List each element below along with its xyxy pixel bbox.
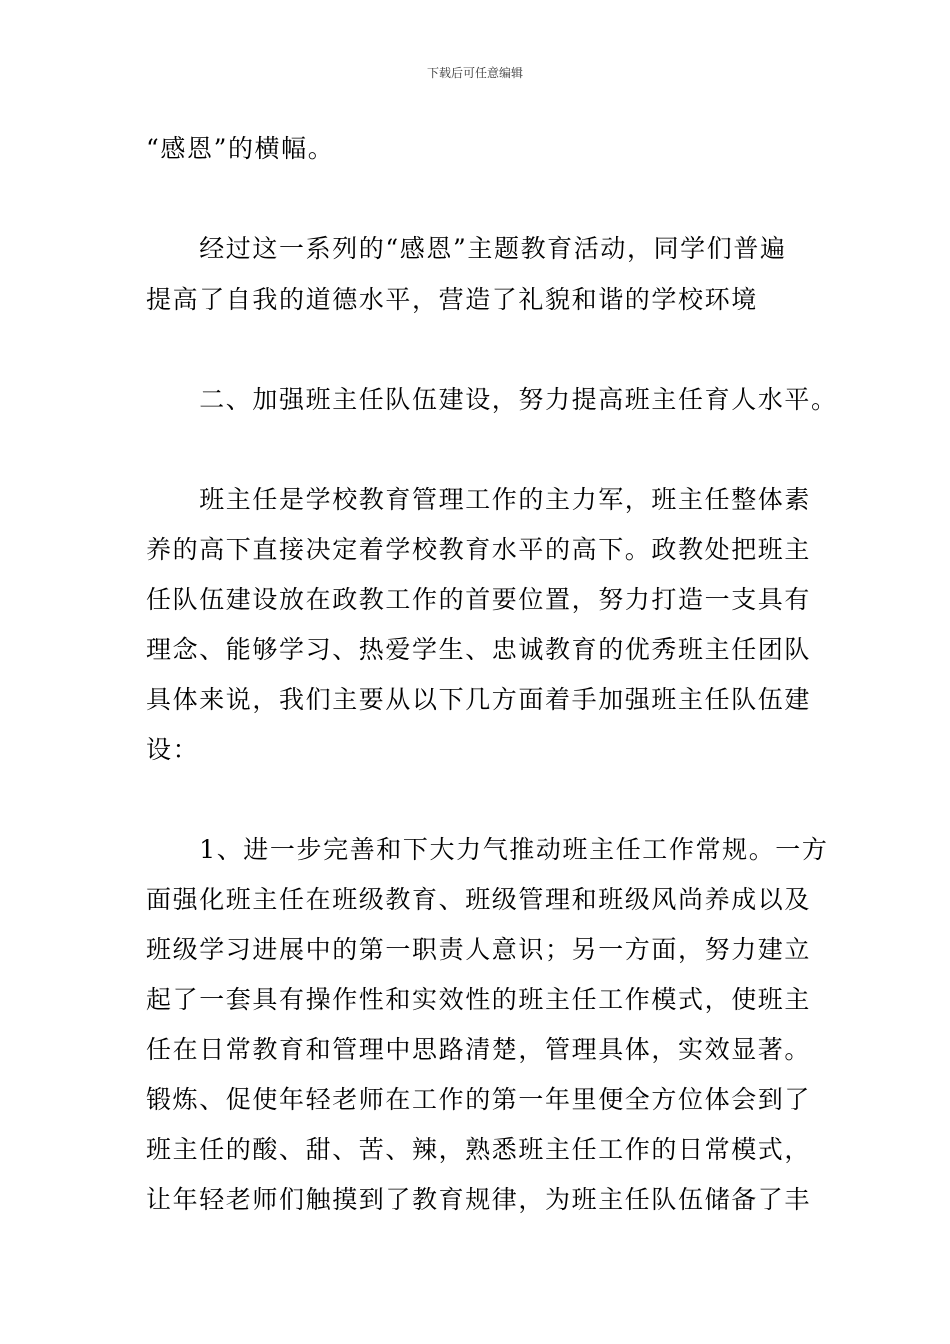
text-line: 班主任的酸、甜、苦、辣，熟悉班主任工作的日常模式， (146, 1135, 812, 1164)
page-header-note: 下载后可任意编辑 (426, 66, 523, 80)
text-line: 提高了自我的道德水平，营造了礼貌和谐的学校环境 (146, 285, 758, 314)
text-line: “感恩”的横幅。 (146, 134, 335, 163)
section-heading: 二、加强班主任队伍建设，努力提高班主任育人水平。 (146, 385, 838, 414)
text-line: 1、进一步完善和下大力气推动班主任工作常规。一方 (146, 835, 829, 864)
text-line: 面强化班主任在班级教育、班级管理和班级风尚养成以及 (146, 885, 812, 914)
text-line: 任在日常教育和管理中思路清楚，管理具体，实效显著。 (146, 1035, 812, 1064)
text-line: 任队伍建设放在政教工作的首要位置，努力打造一支具有 (146, 585, 812, 614)
text-line: 锻炼、促使年轻老师在工作的第一年里便全方位体会到了 (146, 1085, 812, 1114)
text-line: 班级学习进展中的第一职责人意识；另一方面，努力建立 (146, 935, 812, 964)
text-line: 起了一套具有操作性和实效性的班主任工作模式，使班主 (146, 985, 812, 1014)
text-line: 班主任是学校教育管理工作的主力军，班主任整体素 (146, 485, 812, 514)
text-line: 让年轻老师们触摸到了教育规律，为班主任队伍储备了丰 (146, 1185, 812, 1214)
text-line: 养的高下直接决定着学校教育水平的高下。政教处把班主 (146, 535, 812, 564)
text-line: 具体来说，我们主要从以下几方面着手加强班主任队伍建 (146, 685, 812, 714)
text-line: 经过这一系列的“感恩”主题教育活动，同学们普遍 (146, 234, 787, 263)
text-line: 设： (146, 735, 200, 764)
text-line: 理念、能够学习、热爱学生、忠诚教育的优秀班主任团队 (146, 635, 812, 664)
